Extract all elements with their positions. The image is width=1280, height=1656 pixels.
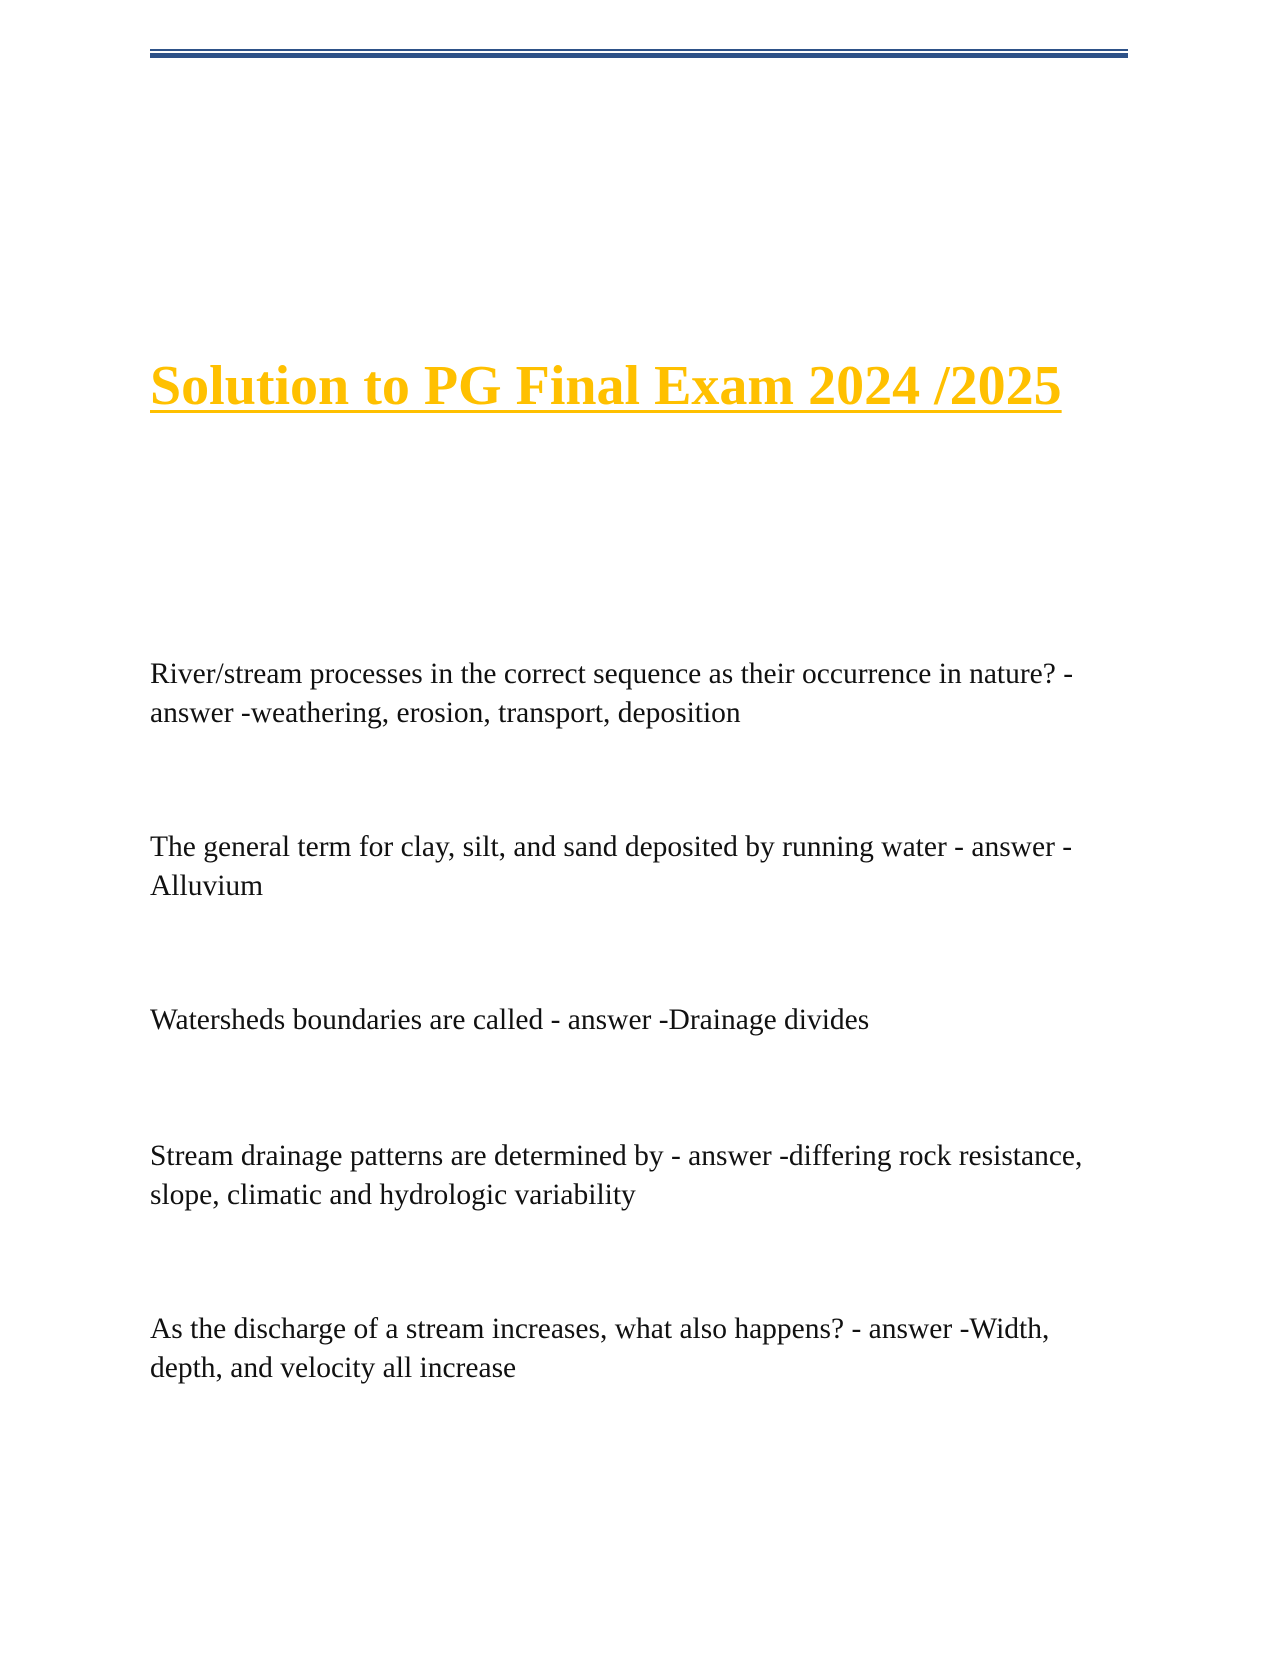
- document-title: Solution to PG Final Exam 2024 /2025: [150, 355, 1062, 417]
- question-answer-5: As the discharge of a stream increases, what also happens? - answer -Width, depth, and velocity all increase: [150, 1313, 1050, 1384]
- question-answer-4: Stream drainage patterns are determined by - answer -differing rock resistance, slope, climatic and hydrologic variability: [150, 1140, 1083, 1211]
- header-rule-thin-line: [150, 49, 1128, 51]
- question-answer-2: The general term for clay, silt, and sand deposited by running water - answer -Alluvium: [150, 831, 1073, 902]
- question-answer-1: River/stream processes in the correct sequence as their occurrence in nature? - answer -weathering, erosion, transport, deposition: [150, 658, 1074, 729]
- header-rule-thick-line: [150, 53, 1128, 58]
- question-answer-3: Watersheds boundaries are called - answer -Drainage divides: [150, 1004, 870, 1036]
- header-rule: [150, 49, 1128, 58]
